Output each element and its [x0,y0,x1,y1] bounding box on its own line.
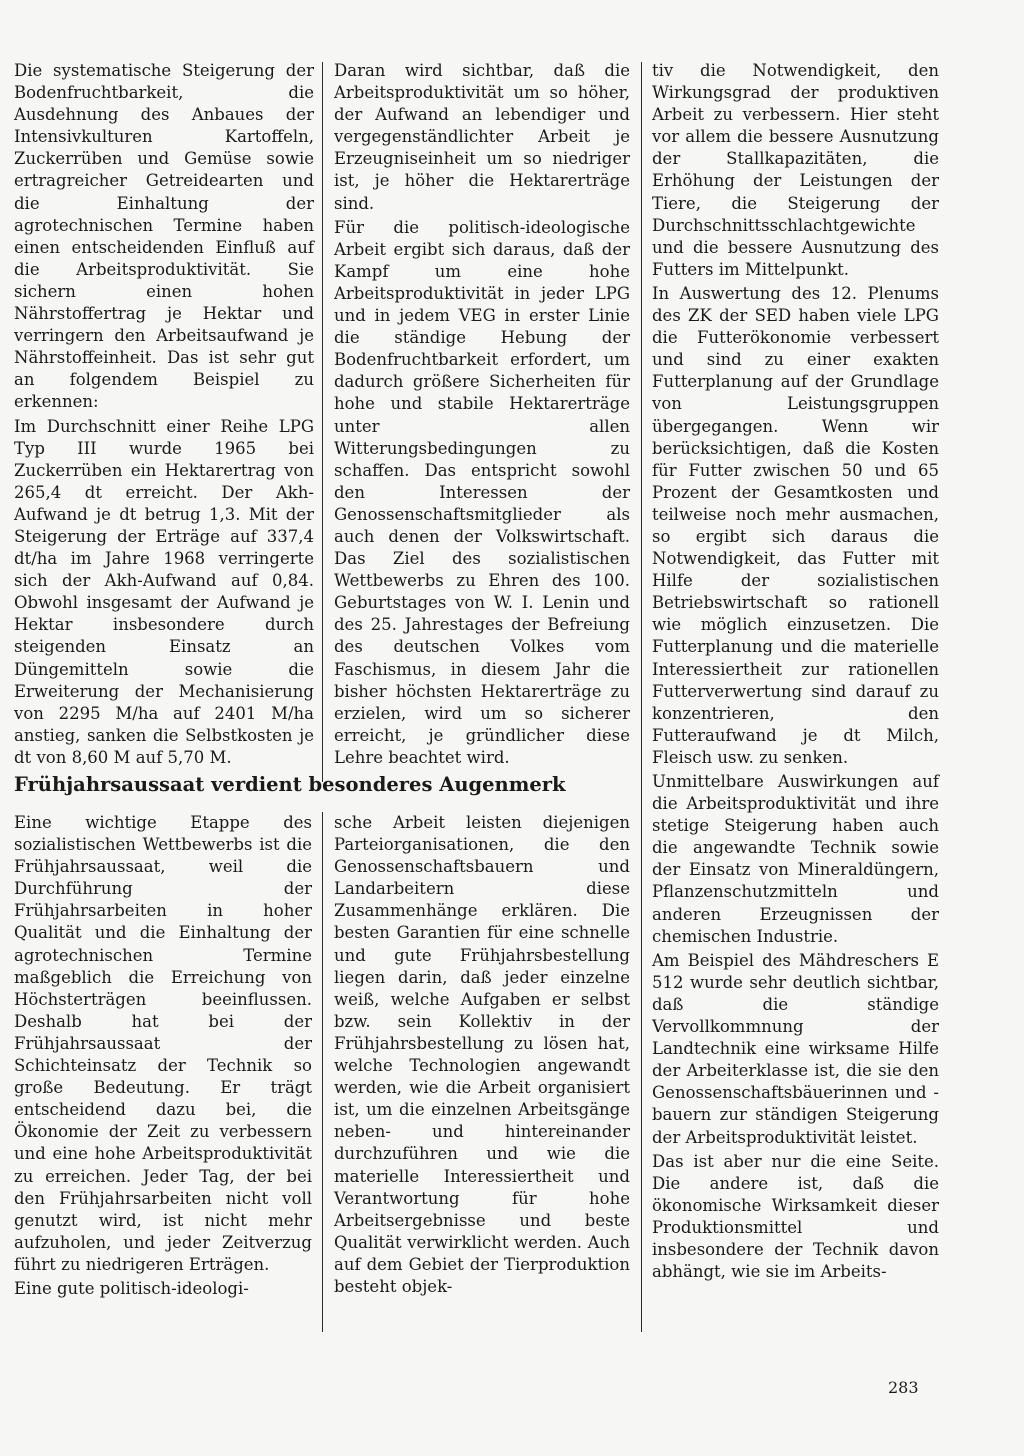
column-rule [322,812,323,1332]
section-heading: Frühjahrsaussaat verdient besonderes Augenmerk [14,773,566,796]
paragraph: In Auswertung des 12. Plenums des ZK der SED haben viele LPG die Futterökonomie verbessert und sind zu einer exakten Futterplanung auf der Grundlage von Leistungsgruppen übergegangen. Wenn wir berücksichtigen, daß die Kosten für Futter zwischen 50 und 65 Prozent der Gesamtkosten und teilweise noch mehr ausmachen, so ergibt sich daraus die Notwendigkeit, das Futter mit Hilfe der sozialistischen Betriebswirtschaft so rationell wie möglich einzusetzen. Die Futterplanung und die materielle Interessiertheit zur rationellen Futterverwertung sind darauf zu konzentrieren, den Futteraufwand je dt Milch, Fleisch usw. zu senken. [652,283,939,767]
text-column-4 [14,812,312,1300]
paragraph: Eine wichtige Etappe des sozialistischen Wettbewerbs ist die Frühjahrsaussaat, weil die Durchführung der Frühjahrsarbeiten in hoher Qualität und die Einhaltung der agrotechnischen Termine maßgeblich die Erreichung von Höchsterträgen beeinflussen. Deshalb hat bei der Frühjahrsaussaat der Schichteinsatz der Technik so große Bedeutung. Er trägt entscheidend dazu bei, die Ökonomie der Zeit zu verbessern und eine hohe Arbeitsproduktivität zu erreichen. Jeder Tag, der bei den Frühjahrsarbeiten nicht voll genutzt wird, ist nicht mehr aufzuholen, und jeder Zeitverzug führt zu niedrigeren Erträgen. [14,813,312,1274]
paragraph: Unmittelbare Auswirkungen auf die Arbeitsproduktivität und ihre stetige Steigerung haben auch die angewandte Technik sowie der Einsatz von Mineraldüngern, Pflanzenschutzmitteln und anderen Erzeugnissen der chemischen Industrie. [652,772,939,946]
paragraph: Daran wird sichtbar, daß die Arbeitsproduktivität um so höher, der Aufwand an lebendiger und vergegenständlichter Arbeit je Erzeugniseinheit um so niedriger ist, je höher die Hektarerträge sind. [334,61,630,213]
paragraph: Eine gute politisch-ideologi- [14,1278,249,1298]
paragraph: sche Arbeit leisten diejenigen Parteiorganisationen, die den Genossenschaftsbauern und Landarbeitern diese Zusammenhänge erklären. Die besten Garantien für eine schnelle und gute Frühjahrsbestellung liegen darin, daß jeder einzelne weiß, welche Aufgaben er selbst bzw. sein Kollektiv in der Frühjahrsbestellung zu lösen hat, welche Technologien angewandt werden, wie die Arbeit organisiert ist, um die einzelnen Arbeitsgänge neben- und hintereinander durchzuführen und wie die materielle Interessiertheit und Verantwortung für hohe Arbeitsergebnisse und beste Qualität verwirklicht werden. Auch auf dem Gebiet der Tierproduktion besteht objek- [334,813,630,1296]
page-number: 283 [888,1378,919,1397]
column-rule [641,62,642,1332]
paragraph: Im Durchschnitt einer Reihe LPG Typ III wurde 1965 bei Zuckerrüben ein Hektarertrag von 265,4 dt erreicht. Der Akh-Aufwand je dt betrug 1,3. Mit der Steigerung der Erträge auf 337,4 dt/ha im Jahre 1968 verringerte sich der Akh-Aufwand auf 0,84. Obwohl insgesamt der Aufwand je Hektar insbesondere durch steigenden Einsatz an Düngemitteln sowie die Erweiterung der Mechanisierung von 2295 M/ha auf 2401 M/ha anstieg, sanken die Selbstkosten je dt von 8,60 M auf 5,70 M. [14,416,314,767]
paragraph: Die systematische Steigerung der Bodenfruchtbarkeit, die Ausdehnung des Anbaues der Intensivkulturen Kartoffeln, Zuckerrüben und Gemüse sowie ertragreicher Getreidearten und die Einhaltung der agrotechnischen Termine haben einen entscheidenden Einfluß auf die Arbeitsproduktivität. Sie sichern einen hohen Nährstoffertrag je Hektar und verringern den Arbeitsaufwand je Nährstoffeinheit. Das ist sehr gut an folgendem Beispiel zu erkennen: [14,61,314,412]
paragraph: tiv die Notwendigkeit, den Wirkungsgrad der produktiven Arbeit zu verbessern. Hier steht vor allem die bessere Ausnutzung der Stallkapazitäten, die Erhöhung der Leistungen der Tiere, die Steigerung der Durchschnittsschlachtgewichte und die bessere Ausnutzung des Futters im Mittelpunkt. [652,61,939,279]
paragraph: Am Beispiel des Mähdreschers E 512 wurde sehr deutlich sichtbar, daß die ständige Vervollkommnung der Landtechnik eine wirksame Hilfe der Arbeiterklasse ist, die sie den Genossenschaftsbäuerinnen und -bauern zur ständigen Steigerung der Arbeitsproduktivität leistet. [652,950,939,1147]
paragraph: Für die politisch-ideologische Arbeit ergibt sich daraus, daß der Kampf um eine hohe Arbeitsproduktivität in jeder LPG und in jedem VEG in erster Linie die ständige Hebung der Bodenfruchtbarkeit erfordert, um dadurch größere Sicherheiten für hohe und stabile Hektarerträge unter allen Witterungsbedingungen zu schaffen. Das entspricht sowohl den Interessen der Genossenschaftsmitglieder als auch denen der Volkswirtschaft. Das Ziel des sozialistischen Wettbewerbs zu Ehren des 100. Geburtstages von W. I. Lenin und des 25. Jahrestages der Befreiung des deutschen Volkes vom Faschismus, in diesem Jahr die bisher höchsten Hektarerträge zu erzielen, wird um so sicherer erreicht, je gründlicher diese Lehre beachtet wird. [334,217,630,767]
text-column-3 [652,60,939,1283]
text-column-2 [334,60,630,769]
text-column-1 [14,60,314,769]
text-column-5 [334,812,630,1298]
column-rule [322,62,323,782]
paragraph: Das ist aber nur die eine Seite. Die andere ist, daß die ökonomische Wirksamkeit dieser Produktionsmittel und insbesondere der Technik davon abhängt, wie sie im Arbeits- [652,1151,939,1282]
